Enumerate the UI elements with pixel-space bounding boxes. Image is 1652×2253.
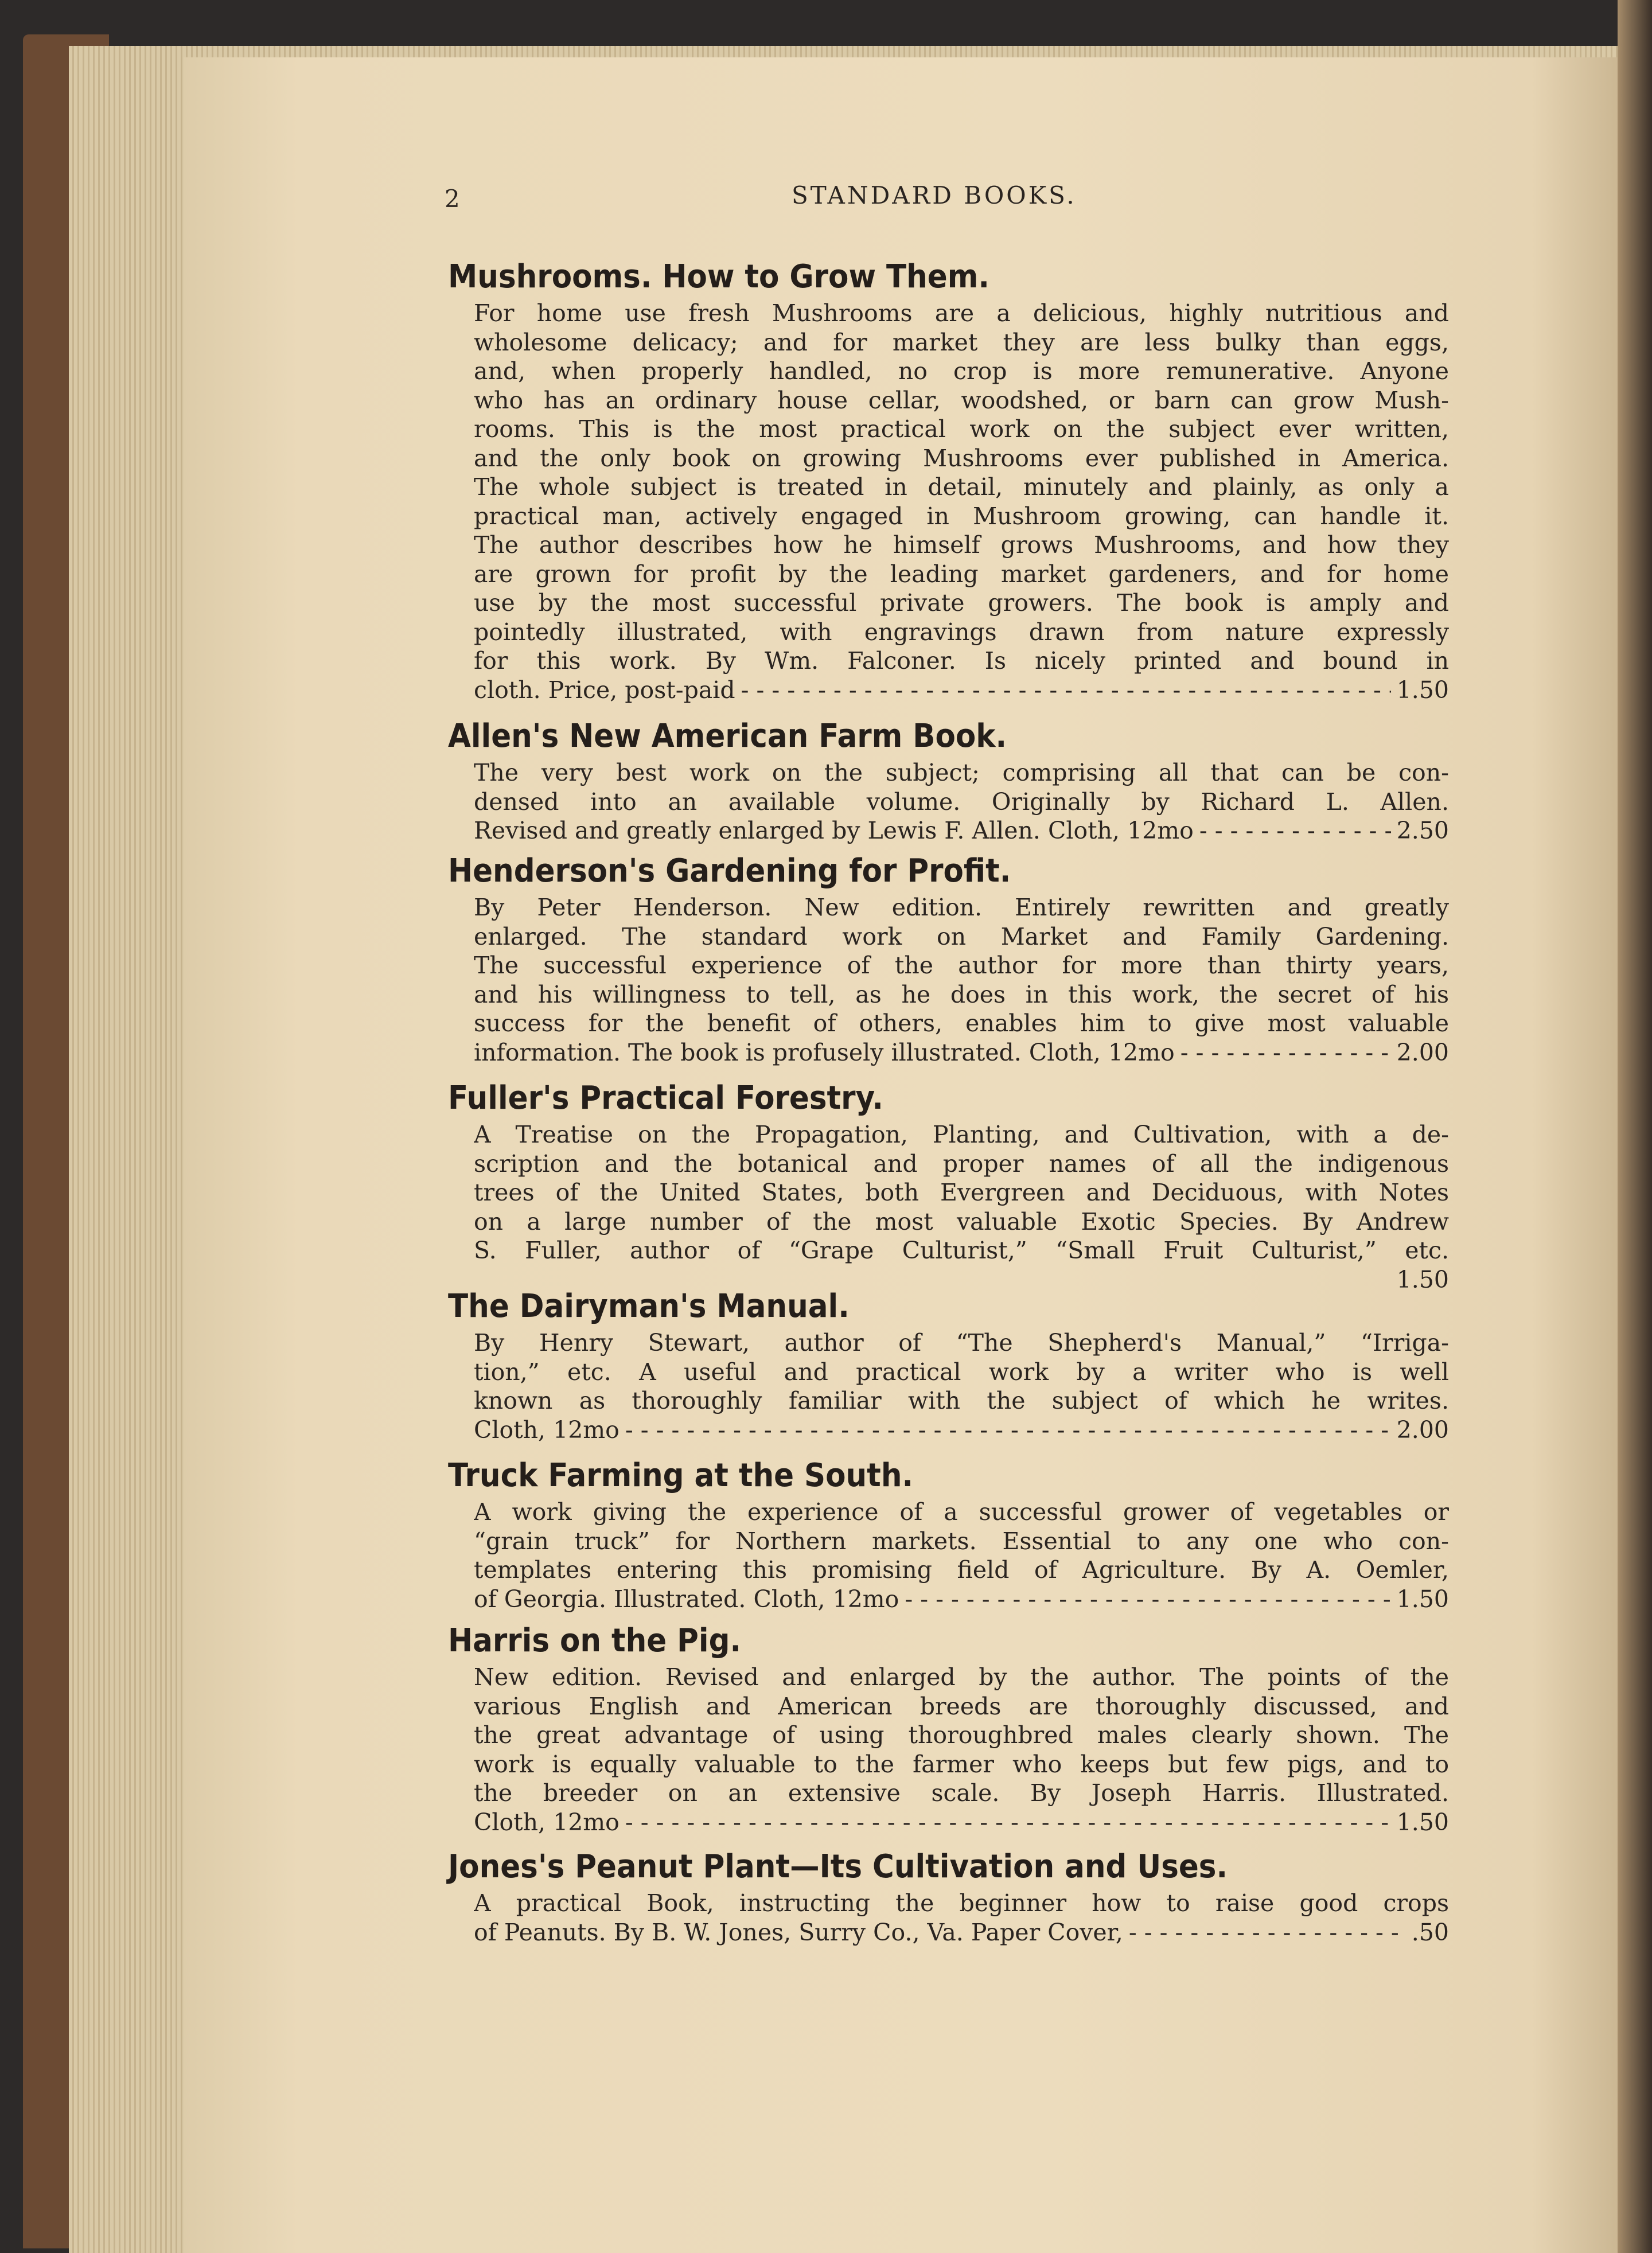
description-line: The author describes how he himself grows Mushrooms, and how they [474,531,1449,559]
book-entry [448,1288,1458,1444]
book-entry [448,1080,1458,1294]
description-line: A Treatise on the Propagation, Planting, and Cultivation, with a de- [474,1121,1449,1148]
book-entry [448,853,1458,1067]
description-line: trees of the United States, both Evergreen and Deciduous, with Notes [474,1179,1449,1206]
description-line: By Henry Stewart, author of “The Shepherd's Manual,” “Irriga- [474,1329,1449,1357]
book-title: The Dairyman's Manual. [448,1288,850,1325]
description-line: A practical Book, instructing the beginner how to raise good crops [474,1889,1449,1917]
description-line: Revised and greatly enlarged by Lewis F. Allen. Cloth, 12mo [474,817,1194,844]
description-line: A work giving the experience of a successful grower of vegetables or [474,1498,1449,1526]
dot-leader [625,1416,1391,1445]
price-line [474,816,1449,845]
description-line: who has an ordinary house cellar, woodshed, or barn can grow Mush- [474,386,1449,414]
description-line: pointedly illustrated, with engravings drawn from nature expressly [474,618,1449,646]
description-line: The successful experience of the author for more than thirty years, [474,952,1449,979]
description-line: the great advantage of using thoroughbred males clearly shown. The [474,1721,1449,1749]
description-line: are grown for profit by the leading market gardeners, and for home [474,560,1449,588]
description-line: success for the benefit of others, enables him to give most valuable [474,1009,1449,1037]
price: 1.50 [1396,1265,1449,1293]
description-line: wholesome delicacy; and for market they are less bulky than eggs, [474,328,1449,356]
price-line [474,1918,1449,1947]
price-line [474,1585,1449,1614]
description-line: “grain truck” for Northern markets. Essential to any one who con- [474,1527,1449,1555]
price-line [474,676,1449,705]
price-line [474,1416,1449,1445]
price: 1.50 [1396,1585,1449,1613]
description-line: and, when properly handled, no crop is more remunerative. Anyone [474,357,1449,385]
description-line: of Georgia. Illustrated. Cloth, 12mo [474,1585,899,1613]
page-number: 2 [445,185,460,213]
description-line: cloth. Price, post-paid [474,676,735,704]
book-entry [448,718,1458,845]
running-head: STANDARD BOOKS. [792,181,1077,209]
price: 1.50 [1396,676,1449,704]
dot-leader [1129,1918,1406,1947]
book-title: Truck Farming at the South. [448,1457,914,1494]
book-entry [448,1457,1458,1613]
book-title: Fuller's Practical Forestry. [448,1079,883,1117]
description-line: use by the most successful private growers. The book is amply and [474,589,1449,617]
description-line: Cloth, 12mo [474,1416,620,1444]
description-line: S. Fuller, author of “Grape Culturist,” “Small Fruit Culturist,” etc. [474,1237,1449,1264]
book-title: Allen's New American Farm Book. [448,718,1007,755]
price: 2.50 [1396,817,1449,844]
dot-leader [905,1585,1390,1614]
book-title: Henderson's Gardening for Profit. [448,852,1011,890]
description-line: scription and the botanical and proper names of all the indigenous [474,1149,1449,1178]
dot-leader [625,1808,1391,1837]
description-line: for this work. By Wm. Falconer. Is nicely printed and bound in [474,647,1449,675]
price: 2.00 [1396,1416,1449,1444]
description-line: densed into an available volume. Originally by Richard L. Allen. [474,788,1449,816]
price: 2.00 [1396,1038,1449,1066]
dot-leader [1180,1038,1391,1067]
description-line: work is equally valuable to the farmer who keeps but few pigs, and to [474,1750,1449,1778]
description-line: The very best work on the subject; comprising all that can be con- [474,759,1449,786]
book-title: Jones's Peanut Plant—Its Cultivation and Uses. [448,1848,1228,1885]
description-line: enlarged. The standard work on Market and Family Gardening. [474,922,1449,950]
description-line: on a large number of the most valuable Exotic Species. By Andrew [474,1207,1449,1235]
description-line: and his willingness to tell, as he does in this work, the secret of his [474,980,1449,1008]
description-line: and the only book on growing Mushrooms ever published in America. [474,444,1449,472]
description-line: The whole subject is treated in detail, minutely and plainly, as only a [474,473,1449,501]
description-line: templates entering this promising field of Agriculture. By A. Oemler, [474,1556,1449,1584]
description-line: of Peanuts. By B. W. Jones, Surry Co., Va. Paper Cover, [474,1918,1123,1946]
description-line: practical man, actively engaged in Mushroom growing, can handle it. [474,502,1449,530]
book-title: Harris on the Pig. [448,1622,742,1659]
description-line: information. The book is profusely illustrated. Cloth, 12mo [474,1038,1175,1066]
price-line [474,1038,1449,1067]
book-gutter [1618,0,1652,2253]
description-line: rooms. This is the most practical work on the subject ever written, [474,415,1449,443]
dot-leader [1199,816,1391,845]
description-line: various English and American breeds are thoroughly discussed, and [474,1692,1449,1720]
book-entry [448,1623,1458,1837]
description-line: Cloth, 12mo [474,1808,620,1836]
dot-leader [741,676,1391,705]
book-entry [448,259,1458,704]
description-line: tion,” etc. A useful and practical work by a writer who is well [474,1358,1449,1386]
price: 1.50 [1396,1808,1449,1836]
price-line [474,1808,1449,1837]
book-entry [448,1849,1458,1947]
description-line: For home use fresh Mushrooms are a delicious, highly nutritious and [474,299,1449,327]
description-line: known as thoroughly familiar with the subject of which he writes. [474,1387,1449,1414]
description-line: New edition. Revised and enlarged by the author. The points of the [474,1663,1449,1691]
description-line: the breeder on an extensive scale. By Joseph Harris. Illustrated. [474,1779,1449,1807]
book-title: Mushrooms. How to Grow Them. [448,258,989,295]
description-line: By Peter Henderson. New edition. Entirely rewritten and greatly [474,894,1449,921]
price: .50 [1411,1918,1449,1946]
